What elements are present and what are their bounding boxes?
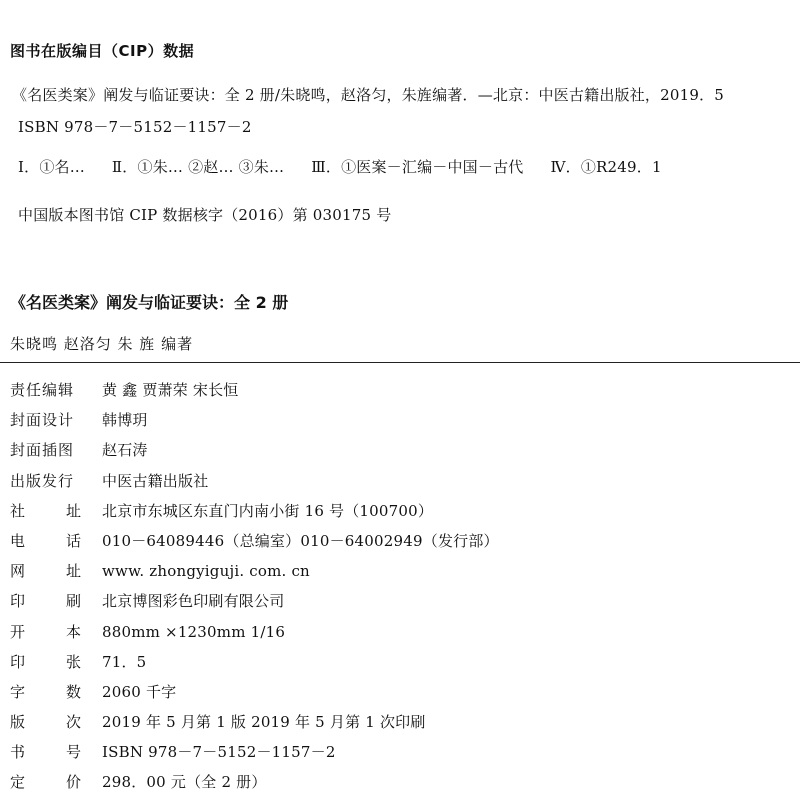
- info-value: 298．00 元（全 2 册）: [102, 773, 267, 792]
- info-value: 71．5: [102, 652, 147, 671]
- divider-rule: [0, 362, 800, 363]
- info-value: 中医古籍出版社: [102, 471, 209, 490]
- info-row: [10, 741, 790, 771]
- info-value: 北京博图彩色印刷有限公司: [102, 592, 285, 611]
- info-row: [10, 530, 790, 560]
- classification-item: Ⅰ．①名…: [18, 158, 85, 176]
- info-label: [10, 771, 82, 792]
- info-label-char: 址: [65, 501, 82, 520]
- info-label: [10, 741, 82, 762]
- info-row: [10, 379, 790, 409]
- info-row: [10, 409, 790, 439]
- info-label: 封面设计: [10, 411, 75, 430]
- info-label-char: 址: [65, 562, 82, 581]
- classification-item: Ⅲ．①医案－汇编－中国－古代: [311, 158, 524, 176]
- info-row: [10, 681, 790, 711]
- info-label-char: 价: [65, 773, 82, 792]
- info-label: 责任编辑: [10, 381, 75, 399]
- info-label: [10, 681, 82, 702]
- info-label-char: 字: [10, 682, 27, 701]
- info-row: [10, 590, 790, 620]
- info-value: 赵石涛: [102, 441, 148, 460]
- cip-heading: 图书在版编目（CIP）数据: [10, 42, 195, 60]
- info-value: 2019 年 5 月第 1 版 2019 年 5 月第 1 次印刷: [102, 713, 426, 732]
- info-value: 黄 鑫 贾萧荣 宋长恒: [102, 381, 239, 399]
- info-label: [10, 621, 82, 642]
- info-label: 出版发行: [10, 471, 75, 490]
- publication-info-table: [10, 379, 790, 802]
- info-label: [10, 560, 82, 581]
- info-row: [10, 711, 790, 741]
- info-label-char: 数: [65, 682, 82, 701]
- info-row: [10, 439, 790, 469]
- info-label-char: 书: [10, 743, 27, 762]
- info-value: 韩博玥: [102, 411, 148, 430]
- info-label-char: 张: [65, 652, 82, 671]
- info-label-char: 版: [10, 713, 27, 732]
- info-label-char: 网: [10, 562, 27, 581]
- info-label: [10, 711, 82, 732]
- info-label-char: 印: [10, 592, 27, 611]
- info-row: [10, 651, 790, 681]
- cip-classification-line: [18, 156, 684, 177]
- cip-bibliographic-line: 《名医类案》阐发与临证要诀：全 2 册/朱晓鸣，赵洛匀，朱旌编著．—北京：中医古籍出版社，2019．5: [12, 86, 725, 104]
- info-row: [10, 771, 790, 801]
- info-value: www. zhongyiguji. com. cn: [102, 562, 310, 581]
- info-label-char: 号: [65, 743, 82, 762]
- info-label-char: 开: [10, 622, 27, 641]
- book-title: 《名医类案》阐发与临证要诀：全 2 册: [10, 293, 289, 312]
- info-label-char: 社: [10, 501, 27, 520]
- info-label-char: 印: [10, 652, 27, 671]
- info-label-char: 电: [10, 531, 27, 550]
- info-label: [10, 651, 82, 672]
- info-label-char: 次: [65, 713, 82, 732]
- info-value: 2060 千字: [102, 682, 177, 701]
- book-authors: 朱晓鸣 赵洛匀 朱 旌 编著: [10, 335, 194, 353]
- info-row: [10, 621, 790, 651]
- info-value: 北京市东城区东直门内南小街 16 号（100700）: [102, 501, 434, 520]
- info-label: 封面插图: [10, 441, 75, 460]
- info-value: 010－64089446（总编室）010－64002949（发行部）: [102, 531, 499, 550]
- info-label: [10, 500, 82, 521]
- info-label-char: 话: [65, 531, 82, 550]
- info-row: [10, 470, 790, 500]
- info-label: [10, 590, 82, 611]
- info-label-char: 刷: [65, 592, 82, 611]
- info-label: [10, 530, 82, 551]
- cip-isbn-line: ISBN 978－7－5152－1157－2: [18, 118, 252, 136]
- cip-verification-line: 中国版本图书馆 CIP 数据核字（2016）第 030175 号: [18, 206, 392, 224]
- info-row: [10, 560, 790, 590]
- info-value: 880mm ×1230mm 1/16: [102, 622, 286, 641]
- info-label-char: 定: [10, 773, 27, 792]
- classification-item: Ⅱ．①朱… ②赵… ③朱…: [111, 158, 285, 176]
- info-label-char: 本: [65, 622, 82, 641]
- info-value: ISBN 978－7－5152－1157－2: [102, 743, 336, 762]
- info-row: [10, 500, 790, 530]
- classification-item: Ⅳ．①R249．1: [550, 158, 662, 176]
